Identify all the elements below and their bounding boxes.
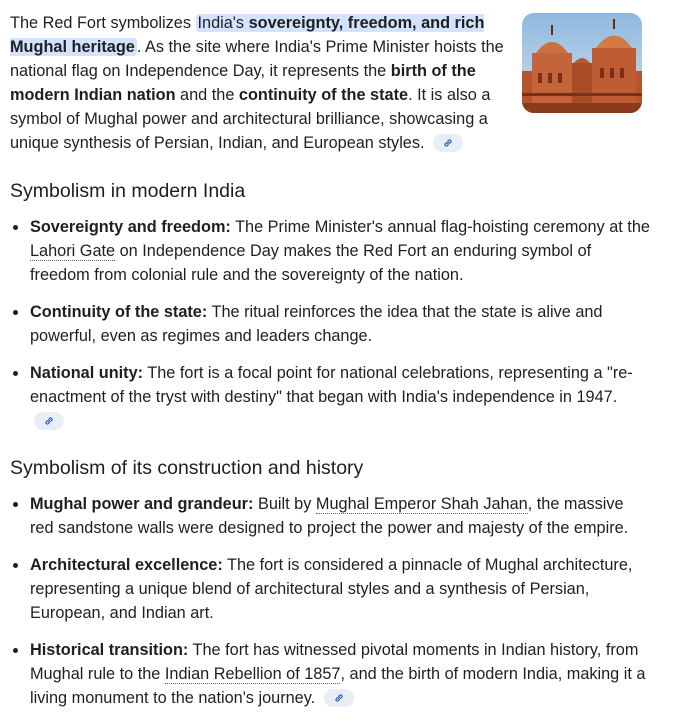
item-text: The ritual reinforces the idea that the state is alive and powerful, even as regimes and leaders change. — [30, 303, 603, 345]
item-label: National unity: — [30, 364, 144, 382]
bullet-icon — [13, 502, 18, 507]
list-item — [10, 638, 650, 710]
list-item — [10, 361, 650, 433]
bullet-icon — [13, 563, 18, 568]
highlight-prefix: India's — [197, 14, 249, 32]
intro-paragraph — [10, 11, 510, 155]
item-text: , and the birth of modern India, making it a living monument to the nation's journey. — [30, 665, 646, 707]
modern-symbolism-list — [10, 215, 650, 446]
bullet-icon — [13, 648, 18, 653]
item-text: , the massive red sandstone walls were designed to project the power and majesty of the empire. — [30, 495, 629, 537]
source-link-chip[interactable] — [324, 689, 354, 707]
source-link-chip[interactable] — [433, 134, 463, 152]
link-icon — [334, 693, 344, 703]
intro-text: . As the site where India's Prime Minister hoists the national flag on Independence Day, it represents the — [10, 38, 504, 80]
link-icon — [443, 138, 453, 148]
lahori-gate-link[interactable]: Lahori Gate — [30, 242, 116, 260]
intro-text: The Red Fort symbolizes — [10, 14, 196, 32]
item-text: The fort has witnessed pivotal moments in Indian history, from Mughal rule to the — [30, 641, 639, 683]
section-heading-history: Symbolism of its construction and history — [10, 457, 364, 479]
red-fort-image — [522, 13, 642, 113]
intro-bold: birth of the modern Indian nation — [10, 62, 476, 104]
intro-bold: continuity of the state — [238, 86, 409, 104]
highlight-bold: sovereignty, freedom, and rich Mughal heritage — [10, 14, 485, 56]
item-label: Mughal power and grandeur: — [30, 495, 254, 513]
bullet-icon — [13, 310, 18, 315]
item-text: The fort is considered a pinnacle of Mughal architecture, representing a unique blend of architectural styles and a synthesis of Persian, European, and Indian art. — [30, 556, 633, 622]
link-icon — [44, 416, 54, 426]
item-label: Sovereignty and freedom: — [30, 218, 231, 236]
section-heading-modern: Symbolism in modern India — [10, 180, 246, 202]
rebellion-1857-link[interactable]: Indian Rebellion of 1857 — [164, 665, 341, 683]
item-label: Continuity of the state: — [30, 303, 208, 321]
list-item — [10, 492, 650, 540]
item-text: Built by — [253, 495, 316, 513]
item-label: Historical transition: — [30, 641, 189, 659]
list-item — [10, 215, 650, 287]
red-fort-thumbnail[interactable] — [522, 13, 642, 113]
history-symbolism-list — [10, 492, 650, 723]
item-text: The fort is a focal point for national celebrations, representing a "re-enactment of the tryst with destiny" that began with India's independence in 1947. — [30, 364, 633, 406]
intro-text: and the — [175, 86, 239, 104]
item-text: on Independence Day makes the Red Fort an enduring symbol of freedom from colonial rule and the sovereignty of the nation. — [30, 242, 592, 284]
item-text: The Prime Minister's annual flag-hoisting ceremony at the — [230, 218, 650, 236]
list-item — [10, 300, 650, 348]
source-link-chip[interactable] — [34, 412, 64, 430]
bullet-icon — [13, 225, 18, 230]
item-label: Architectural excellence: — [30, 556, 223, 574]
intro-text: . It is also a symbol of Mughal power and architectural brilliance, showcasing a unique synthesis of Persian, Indian, and European styles. — [10, 86, 491, 152]
shah-jahan-link[interactable]: Mughal Emperor Shah Jahan — [315, 495, 528, 513]
list-item — [10, 553, 650, 625]
bullet-icon — [13, 371, 18, 376]
